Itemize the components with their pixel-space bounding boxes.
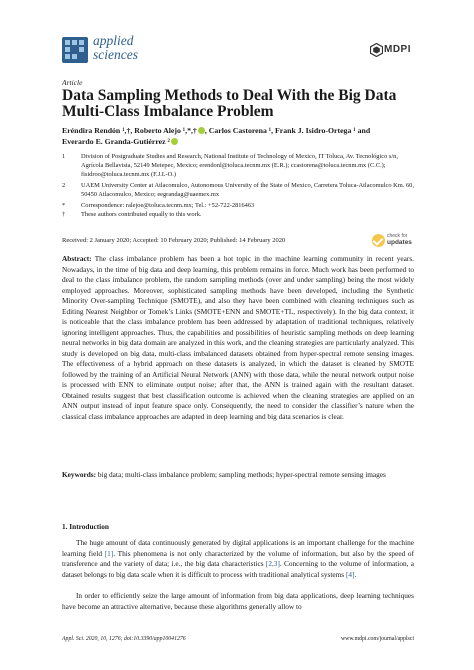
check-updates-line2: updates bbox=[387, 239, 412, 246]
keywords-text: big data; multi-class imbalance problem; sampling methods; hyper-spectral remote sensing images bbox=[97, 470, 386, 479]
citation-link[interactable]: [1] bbox=[104, 548, 114, 558]
paragraph-text: . Concerning to the volume of information, a dataset belongs to big data scale when it is difficult to process with traditional analytical systems bbox=[62, 559, 414, 579]
body-paragraph bbox=[62, 538, 414, 580]
paragraph-text: . This phenomena is not only characterized by the volume of information, but also by the speed of transference and the variety of data; i.e., the big data characteristics bbox=[62, 548, 414, 568]
correspondence-text: Correspondence: ralejoe@toluca.tecnm.mx; Tel.: +52-722-2816463 bbox=[81, 202, 255, 209]
author-list bbox=[62, 126, 412, 147]
paragraph-text: . bbox=[354, 569, 357, 579]
affiliation-item bbox=[62, 210, 414, 219]
affiliation-number: 1 bbox=[62, 153, 66, 160]
citation-link[interactable]: [2,3] bbox=[265, 559, 280, 568]
citation-footer bbox=[62, 636, 186, 642]
orcid-icon[interactable] bbox=[171, 138, 178, 145]
journal-name-line2: sciences bbox=[93, 47, 138, 62]
abstract-label: Abstract: bbox=[62, 254, 92, 263]
keywords-label: Keywords: bbox=[62, 470, 97, 479]
affiliation-item bbox=[62, 201, 414, 210]
authors-line1b: , Carlos Castorena ¹, Frank J. Isidro-Ortega ¹ and bbox=[204, 126, 371, 135]
publication-dates: Received: 2 January 2020; Accepted: 10 February 2020; Published: 14 February 2020 bbox=[62, 237, 286, 244]
section-heading: 1. Introduction bbox=[62, 522, 109, 531]
footer-citation: Appl. Sci. 2020, 10, 1276; doi:10.3390/app10041276 bbox=[62, 636, 186, 642]
affiliation-item bbox=[62, 181, 414, 199]
citation-link[interactable]: [4] bbox=[345, 569, 355, 579]
journal-url[interactable]: www.mdpi.com/journal/applsci bbox=[340, 636, 414, 642]
check-for-updates-badge[interactable] bbox=[372, 233, 412, 249]
publisher-logo bbox=[370, 43, 410, 58]
affiliation-item bbox=[62, 152, 414, 180]
affiliation-text: Division of Postgraduate Studies and Research, National Institute of Technology of Mexico, IT Toluca, Av. Tecnológico s/n, Agrícola Bellavista, 52149 Metepec, Mexico; erendonl@toluca.tecnm.mx (E.R.); ccastorena@toluca.tecnm.mx (C.C.); fisidroo@toluca.tecnm.mx (F.J.I.-O.) bbox=[81, 153, 398, 179]
body-paragraph bbox=[62, 591, 414, 612]
authors-line2: Everardo E. Granda-Gutiérrez ² bbox=[62, 136, 170, 146]
publisher-name: MDPI bbox=[384, 44, 411, 55]
affiliation-number: † bbox=[62, 211, 66, 218]
journal-logo bbox=[62, 37, 88, 63]
abstract-text: The class imbalance problem has been a hot topic in the machine learning community in recent years. Nowadays, in the time of big data and deep learning, this problem remains in force. Much work has been performed to deal to the class imbalance problem, the random sampling methods (over and under sampling) being the most widely employed approaches. Moreover, sophisticated sampling methods have been developed, including the Synthetic Minority Over-sampling Technique (SMOTE), and also they have been combined with cleaning techniques such as Editing Nearest Neighbor or Tomek’s Links (SMOTE+ENN and SMOTE+TL, respectively). In the big data context, it is noticeable that the class imbalance problem has been addressed by adaptation of traditional techniques, relatively ignoring intelligent approaches. Thus, the capabilities and possibilities of heuristic sampling methods on deep learning neural networks in big data domain are analyzed in this work, and the cleaning strategies are particularly analyzed. This study is developed on big data, multi-class imbalanced datasets obtained from hyper-spectral remote sensing images. The effectiveness of a hybrid approach on these datasets is analyzed, in which the dataset is cleaned by SMOTE followed by the training of an Artificial Neural Network (ANN) with those data, while the neural network output noise is processed with ENN to eliminate output noise; after that, the ANN is trained again with the resultant dataset. Obtained results suggest that best classification outcome is achieved when the cleaning strategies are applied on an ANN output instead of input feature space only. Consequently, the need to consider the classifier’s nature when the classical class imbalance approaches are adapted in deep learning and big data scenarios is clear. bbox=[62, 254, 414, 421]
check-updates-line1: check for bbox=[387, 233, 408, 239]
affiliation-number: 2 bbox=[62, 182, 66, 189]
paper-title: Data Sampling Methods to Deal With the Big Data Multi-Class Imbalance Problem bbox=[62, 87, 397, 120]
paragraph-text: The huge amount of data continuously generated by digital applications is an important challenge for the machine learning field bbox=[62, 538, 414, 558]
journal-name-line1: applied bbox=[93, 33, 134, 48]
abstract bbox=[62, 254, 414, 422]
paragraph-text: In order to efficiently seize the large amount of information from big data applications, deep learning techniques have become an attractive alternative, because these algorithms generally allow to bbox=[62, 591, 414, 611]
mdpi-hex-icon bbox=[370, 43, 383, 57]
authors-line1: Eréndira Rendón ¹,†, Roberto Alejo ¹,*,† bbox=[62, 126, 197, 135]
article-type: Article bbox=[62, 78, 83, 87]
keywords bbox=[62, 470, 414, 481]
equal-contribution-note: These authors contributed equally to this work. bbox=[81, 211, 202, 218]
checkmark-icon bbox=[372, 234, 385, 247]
orcid-icon[interactable] bbox=[198, 127, 205, 134]
affiliation-number: * bbox=[62, 202, 66, 209]
journal-name bbox=[93, 34, 138, 62]
affiliation-text: UAEM University Center at Atlacomulco, Autonomous University of the State of Mexico, Carretera Toluca-Atlacomulco Km. 60, 50450 Atlacomulco, Mexico; eegrandag@uaemex.mx bbox=[81, 182, 414, 199]
